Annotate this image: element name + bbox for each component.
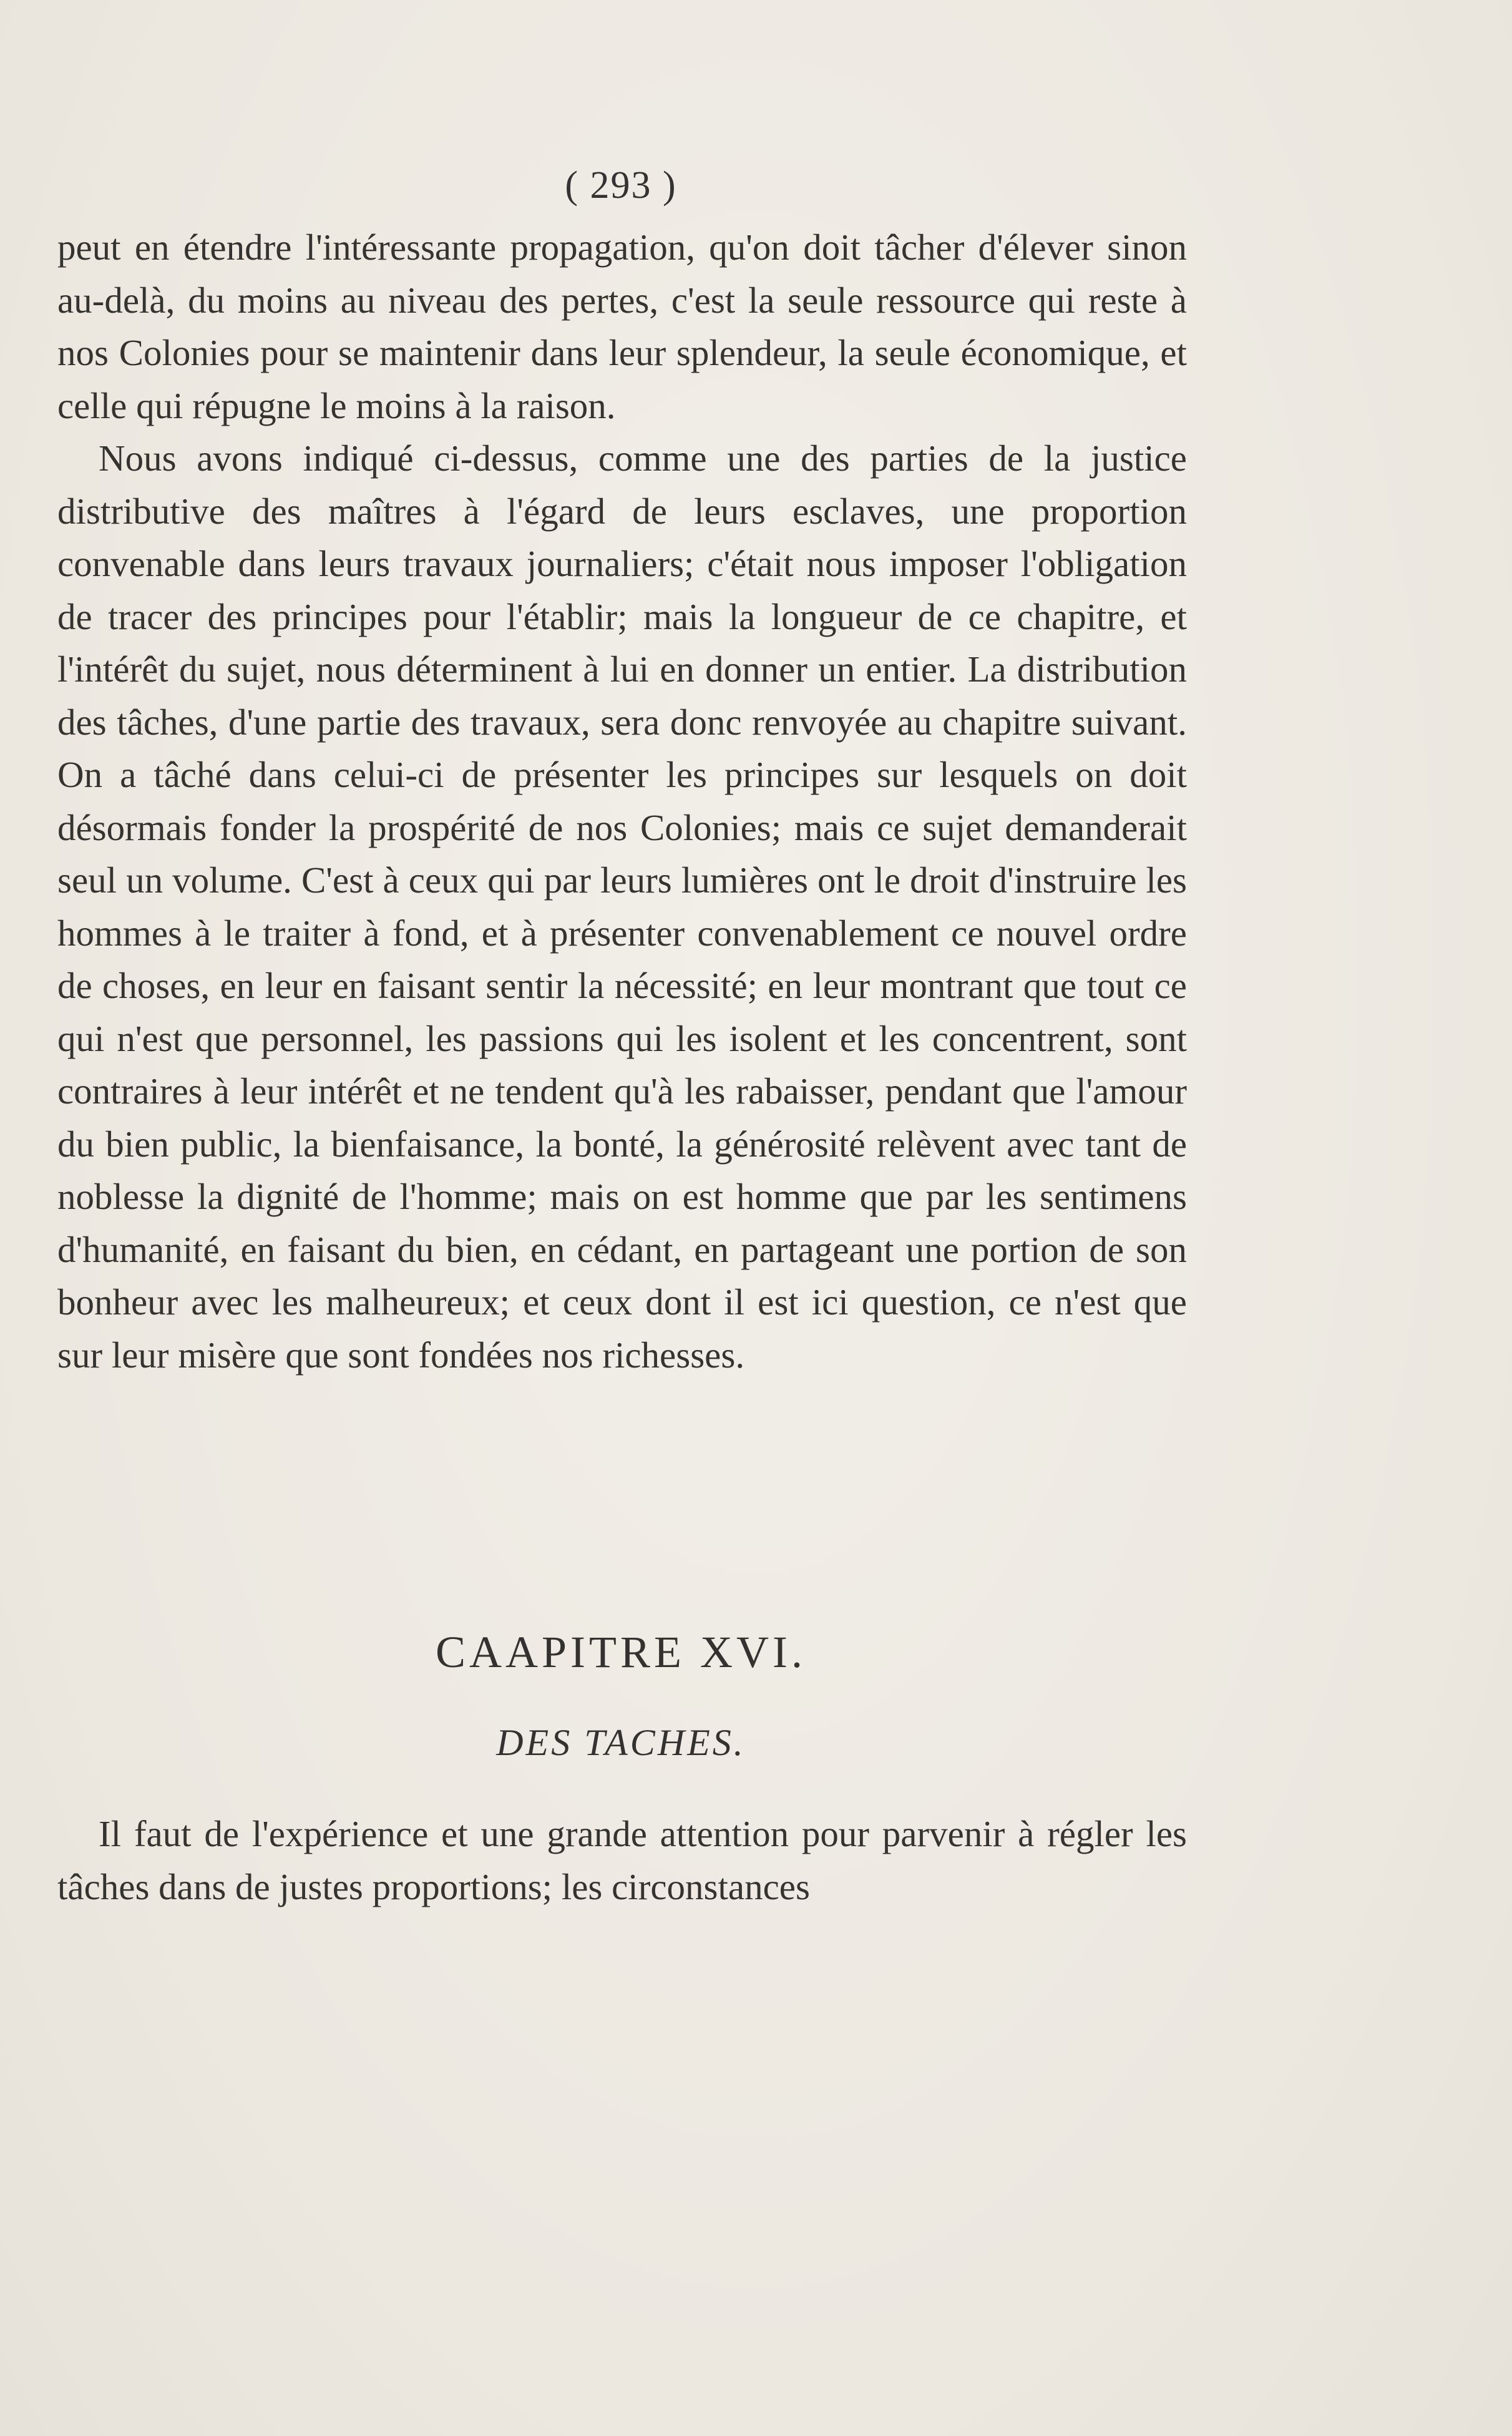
chapter-title: CAAPITRE XVI.	[436, 1627, 806, 1677]
body-text	[57, 221, 1187, 1381]
chapter-subtitle: DES TACHES.	[496, 1722, 746, 1763]
page-number: ( 293 )	[565, 164, 677, 207]
paragraph: Nous avons indiqué ci-dessus, comme une des parties de la justice distributive des maîtres à l'égard de leurs esclaves, une proportion convenable dans leurs travaux journaliers; c'était nous imposer l'obligation de tracer des principes pour l'établir; mais la longueur de ce chapitre, et l'intérêt du sujet, nous déterminent à lui en donner un entier. La distribution des tâches, d'une partie des travaux, sera donc renvoyée au chapitre suivant. On a tâché dans celui-ci de présenter les principes sur lesquels on doit désormais fonder la prospérité de nos Colonies; mais ce sujet demanderait seul un volume. C'est à ceux qui par leurs lumières ont le droit d'instruire les hommes à le traiter à fond, et à présenter convenablement ce nouvel ordre de choses, en leur en faisant sentir la nécessité; en leur montrant que tout ce qui n'est que personnel, les passions qui les isolent et les concentrent, sont contraires à leur intérêt et ne tendent qu'à les rabaisser, pendant que l'amour du bien public, la bienfaisance, la bonté, la générosité relèvent avec tant de noblesse la dignité de l'homme; mais on est homme que par les sentimens d'humanité, en faisant du bien, en cédant, en partageant une portion de son bonheur avec les malheureux; et ceux dont il est ici question, ce n'est que sur leur misère que sont fondées nos richesses.	[57, 438, 1187, 1376]
paragraph-continuation: peut en étendre l'intéressante propagation, qu'on doit tâcher d'élever sinon au-delà, du moins au niveau des pertes, c'est la seule ressource qui reste à nos Colonies pour se maintenir dans leur splendeur, la seule économique, et celle qui répugne le moins à la raison.	[57, 227, 1187, 426]
paragraph: Il faut de l'expérience et une grande attention pour parvenir à régler les tâches dans de justes proportions; les circonstances	[57, 1813, 1187, 1907]
chapter-body-text	[57, 1807, 1187, 1913]
